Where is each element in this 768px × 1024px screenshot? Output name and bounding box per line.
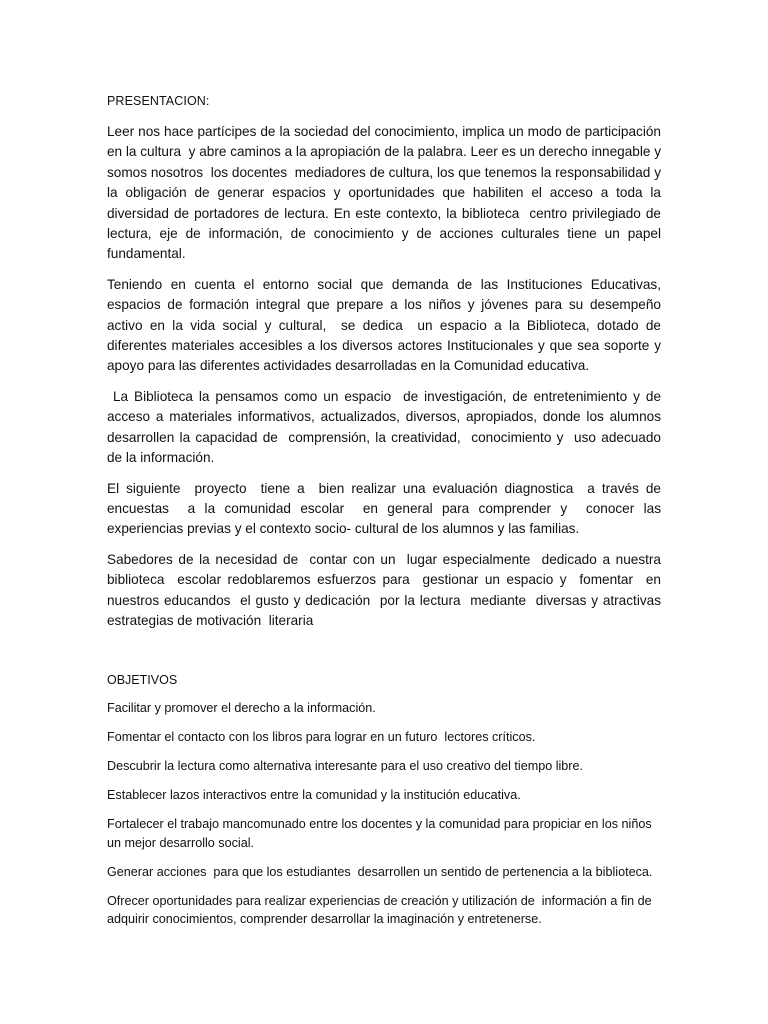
paragraph: La Biblioteca la pensamos como un espacio de investigación, de entretenimiento y de acceso a materiales informativos, actualizados, diversos, apropiados, donde los alumnos desarrollen la capacidad de comprensión, la creatividad, conocimiento y uso adecuado de la información. [107, 388, 669, 466]
objective-item: Ofrecer oportunidades para realizar experiencias de creación y utilización de información a fin de adquirir conocimientos, comprender desarrollar la imaginación y entretenerse. [107, 893, 656, 927]
section-heading-presentacion: PRESENTACION: [107, 94, 210, 108]
paragraph: Sabedores de la necesidad de contar con un lugar especialmente dedicado a nuestra biblioteca escolar redoblaremos esfuerzos para gestionar un espacio y fomentar en nuestros educandos el gusto y dedicación por la lectura mediante diversas y atractivas estrategias de motivación literaria [107, 551, 665, 628]
objective-item: Descubrir la lectura como alternativa interesante para el uso creativo del tiempo libre. [107, 759, 583, 774]
objective-item: Fomentar el contacto con los libros para lograr en un futuro lectores críticos. [107, 730, 536, 745]
paragraph: Teniendo en cuenta el entorno social que demanda de las Instituciones Educativas, espacios de formación integral que prepare a los niños y jóvenes para su desempeño activo en la vida social y cultural, se dedica un espacio a la Biblioteca, dotado de diferentes materiales accesibles a los diversos actores Institucionales y que sea soporte y apoyo para las diferentes actividades desarrolladas en la Comunidad educativa. [107, 276, 669, 374]
document-body [107, 92, 669, 939]
paragraph: El siguiente proyecto tiene a bien realizar una evaluación diagnostica a través de encuestas a la comunidad escolar en general para comprender y conocer las experiencias previas y el contexto socio- cultural de los alumnos y las familias. [107, 480, 665, 537]
section-heading-objetivos: OBJETIVOS [107, 673, 178, 688]
section-spacer [107, 641, 661, 671]
paragraph: Leer nos hace partícipes de la sociedad del conocimiento, implica un modo de participación en la cultura y abre caminos a la apropiación de la palabra. Leer es un derecho innegable y somos nosotros los docentes mediadores de cultura, los que tenemos la responsabilidad y la obligación de generar espacios y oportunidades que habiliten el acceso a toda la diversidad de portadores de lectura. En este contexto, la biblioteca centro privilegiado de lectura, eje de información, de conocimiento y de acciones culturales tiene un papel fundamental. [107, 124, 665, 262]
objective-item: Generar acciones para que los estudiantes desarrollen un sentido de pertenencia a la biblioteca. [107, 864, 653, 879]
objective-item: Establecer lazos interactivos entre la comunidad y la institución educativa. [107, 788, 521, 803]
objective-item: Fortalecer el trabajo mancomunado entre los docentes y la comunidad para propiciar en los niños un mejor desarrollo social. [107, 817, 656, 850]
objective-item: Facilitar y promover el derecho a la información. [107, 701, 376, 716]
